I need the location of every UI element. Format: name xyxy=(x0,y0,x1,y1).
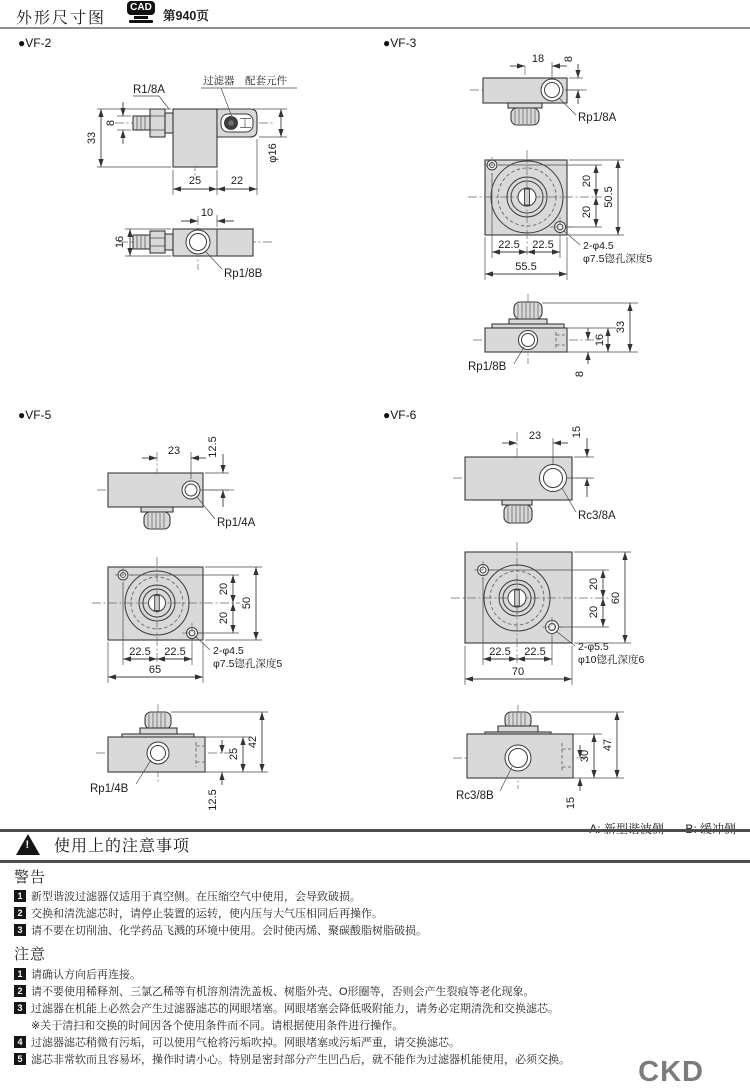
dim-vf6t-15: 15 xyxy=(571,425,583,439)
precautions-rule-bottom xyxy=(0,860,750,863)
item-number-badge: 1 xyxy=(14,890,26,902)
vf6-knob-t xyxy=(502,500,532,523)
dim-vf6f-60: 60 xyxy=(610,591,622,605)
dim-vf3b-8: 8 xyxy=(574,370,586,378)
dim-vf5t-23: 23 xyxy=(167,445,181,457)
vf2-side-view xyxy=(55,62,360,207)
caution-item xyxy=(14,966,744,982)
ckd-logo: CKD xyxy=(638,1056,704,1088)
dim-vf6b-47: 47 xyxy=(602,738,614,752)
vf3-hole-note-2: φ7.5锪孔深度5 xyxy=(583,253,653,265)
cad-icon xyxy=(124,1,158,23)
dim-vf3f-225b: 22.5 xyxy=(532,239,554,251)
item-number-badge: 3 xyxy=(14,924,26,936)
vf6-port-b xyxy=(505,745,531,771)
dim-vf5f-20b: 20 xyxy=(218,611,230,625)
dim-vf5f-50: 50 xyxy=(241,596,253,610)
dim-vf5f-20a: 20 xyxy=(218,582,230,596)
header-divider xyxy=(0,27,750,29)
section-label-vf2: ●VF-2 xyxy=(18,36,52,50)
vf3-port-label-a: Rp1/8A xyxy=(578,112,617,124)
dim-vf5b-125: 12.5 xyxy=(207,789,219,811)
item-number-badge: 1 xyxy=(14,968,26,980)
vf3-port-t xyxy=(541,79,563,101)
vf5-knob-t xyxy=(141,507,173,529)
page-title: 外形尺寸图 xyxy=(16,10,107,27)
caution-item-text: 过滤器滤芯稍微有污垢，可以使用气枪将污垢吹掉。网眼堵塞或污垢严重，请交换滤芯。 xyxy=(31,1037,460,1049)
vf6-port-label-a: Rc3/8A xyxy=(578,510,616,522)
page-reference: 第940页 xyxy=(163,9,209,23)
dim-vf5f-225b: 22.5 xyxy=(164,646,186,658)
vf2-port-label: Rp1/8B xyxy=(224,268,263,280)
caution-item-text: 滤芯非常软而且容易坏，操作时请小心。特别是密封部分产生凹凸后，就不能作为过滤器机能使用，必须交换。 xyxy=(31,1054,570,1066)
precautions-header xyxy=(16,833,190,856)
vf5-bottom-view xyxy=(58,696,363,824)
caution-item xyxy=(14,1051,744,1067)
dim-vf6f-20a: 20 xyxy=(588,577,600,591)
caution-item xyxy=(14,1034,744,1050)
section-label-vf3: ●VF-3 xyxy=(383,36,417,50)
caution-note-text: ※关于清扫和交换的时间因各个使用条件而不同。请根据使用条件进行操作。 xyxy=(31,1020,404,1032)
item-number-badge: 3 xyxy=(14,1002,26,1014)
vf6-front-view xyxy=(433,538,748,703)
dim-vf6b-15: 15 xyxy=(565,796,577,810)
vf6-port-label-b: Rc3/8B xyxy=(456,790,494,802)
dim-vf2-8: 8 xyxy=(105,119,117,127)
caution-item-text: 请确认方向后再连接。 xyxy=(31,969,141,981)
precautions-rule-top xyxy=(0,829,750,832)
vf5-port-label-a: Rp1/4A xyxy=(217,517,256,529)
caution-group-title: 注意 xyxy=(14,946,47,963)
vf5-hole-note-1: 2-φ4.5 xyxy=(213,645,244,657)
dim-vf2b-10: 10 xyxy=(200,207,214,219)
warning-triangle-icon: ! xyxy=(16,834,40,855)
dim-vf6f-225b: 22.5 xyxy=(524,646,546,658)
warning-item-text: 交换和清洗滤芯时，请停止装置的运转，使内压与大气压相同后再操作。 xyxy=(31,908,383,920)
item-number-badge: 2 xyxy=(14,907,26,919)
vf3-port-label-b: Rp1/8B xyxy=(468,361,507,373)
precautions-title: 使用上的注意事项 xyxy=(54,838,191,855)
dim-vf3b-33: 33 xyxy=(615,320,627,334)
vf2-thread-fitting-b xyxy=(133,231,173,253)
vf2-filter-housing xyxy=(217,109,257,137)
caution-item xyxy=(14,983,744,999)
warning-item xyxy=(14,905,744,921)
dim-vf6f-225a: 22.5 xyxy=(489,646,511,658)
item-number-badge: 2 xyxy=(14,985,26,997)
vf3-port-b xyxy=(519,331,538,350)
warning-item xyxy=(14,922,744,938)
vf6-top-view xyxy=(418,420,743,545)
dim-vf6t-23: 23 xyxy=(528,430,542,442)
dim-vf5t-125: 12.5 xyxy=(207,436,219,458)
dim-vf6f-20b: 20 xyxy=(588,605,600,619)
dim-vf6b-30: 30 xyxy=(579,749,591,763)
cad-icon-base xyxy=(129,20,153,23)
dim-vf2-dia16: φ16 xyxy=(267,143,279,163)
section-label-vf6: ●VF-6 xyxy=(383,408,417,422)
caution-note xyxy=(14,1017,744,1033)
dim-vf3t-8: 8 xyxy=(563,55,575,63)
vf2-kit-label: 配套元件 xyxy=(245,75,287,87)
dim-vf5f-65: 65 xyxy=(148,664,162,676)
cad-icon-label: CAD xyxy=(127,1,155,15)
warning-item xyxy=(14,888,744,904)
dim-vf3t-18: 18 xyxy=(531,53,545,65)
item-number-badge: 5 xyxy=(14,1053,26,1065)
vf6-port-t xyxy=(540,465,567,492)
vf2-body xyxy=(173,109,217,167)
warning-item-text: 新型谐波过滤器仅适用于真空侧。在压缩空气中使用，会导致破损。 xyxy=(31,891,361,903)
vf5-port-t xyxy=(182,481,200,499)
vf5-knob-b xyxy=(122,712,194,738)
dim-vf6f-70: 70 xyxy=(511,666,525,678)
dim-vf3f-20b: 20 xyxy=(581,205,593,219)
vf2-thread-label: R1/8A xyxy=(133,84,165,96)
vf6-knob-b xyxy=(485,712,551,736)
section-label-vf5: ●VF-5 xyxy=(18,408,52,422)
caution-item xyxy=(14,1000,744,1016)
vf3-bottom-view xyxy=(428,288,750,398)
vf3-front-view xyxy=(428,148,750,300)
vf3-knob-t xyxy=(508,103,542,125)
dim-vf2-33: 33 xyxy=(86,131,98,145)
dim-vf3f-225a: 22.5 xyxy=(498,239,520,251)
vf5-hole-note-2: φ7.5锪孔深度5 xyxy=(213,658,283,670)
vf2-body-b xyxy=(173,229,253,256)
vf2-thread-fitting xyxy=(133,109,173,137)
vf6-hole-note-1: 2-φ5.5 xyxy=(578,641,609,653)
dim-vf5f-225a: 22.5 xyxy=(129,646,151,658)
caution-item-text: 请不要使用稀释剂、三氯乙稀等有机溶剂清洗盖板、树脂外壳、O形圈等，否则会产生裂痕等老化现象。 xyxy=(31,986,535,998)
dim-vf3f-555: 55.5 xyxy=(515,261,537,273)
vf6-bottom-view xyxy=(418,695,743,827)
vf2-port-b xyxy=(186,230,210,254)
dim-vf3f-505: 50.5 xyxy=(603,186,615,208)
vf3-knob-b xyxy=(492,302,564,328)
vf6-hole-note-2: φ10锪孔深度6 xyxy=(578,654,645,666)
dim-vf2b-16: 16 xyxy=(114,235,126,249)
warning-item-text: 请不要在切削油、化学药品飞溅的环境中使用。会时使丙烯、聚碳酸脂树脂破损。 xyxy=(31,925,427,937)
vf5-port-label-b: Rp1/4B xyxy=(90,783,129,795)
cad-icon-stand xyxy=(134,16,148,19)
dim-vf5b-25: 25 xyxy=(228,747,240,761)
vf3-hole-note-1: 2-φ4.5 xyxy=(583,240,614,252)
vf5-top-view xyxy=(85,432,395,547)
warning-group-title: 警告 xyxy=(14,869,47,886)
dim-vf5b-42: 42 xyxy=(247,735,259,749)
vf2-filter-label: 过滤器 xyxy=(203,75,235,87)
dim-vf3b-16: 16 xyxy=(594,333,606,347)
item-number-badge: 4 xyxy=(14,1036,26,1048)
vf5-front-view xyxy=(82,543,387,701)
dim-vf2-22: 22 xyxy=(230,175,244,187)
vf2-bottom-view xyxy=(55,198,360,310)
caution-item-text: 过滤器在机能上必然会产生过滤器滤芯的网眼堵塞。网眼堵塞会降低吸附能力，请务必定期清洗和交换滤芯。 xyxy=(31,1003,559,1015)
dim-vf3f-20a: 20 xyxy=(581,174,593,188)
dim-vf2-25: 25 xyxy=(188,175,202,187)
